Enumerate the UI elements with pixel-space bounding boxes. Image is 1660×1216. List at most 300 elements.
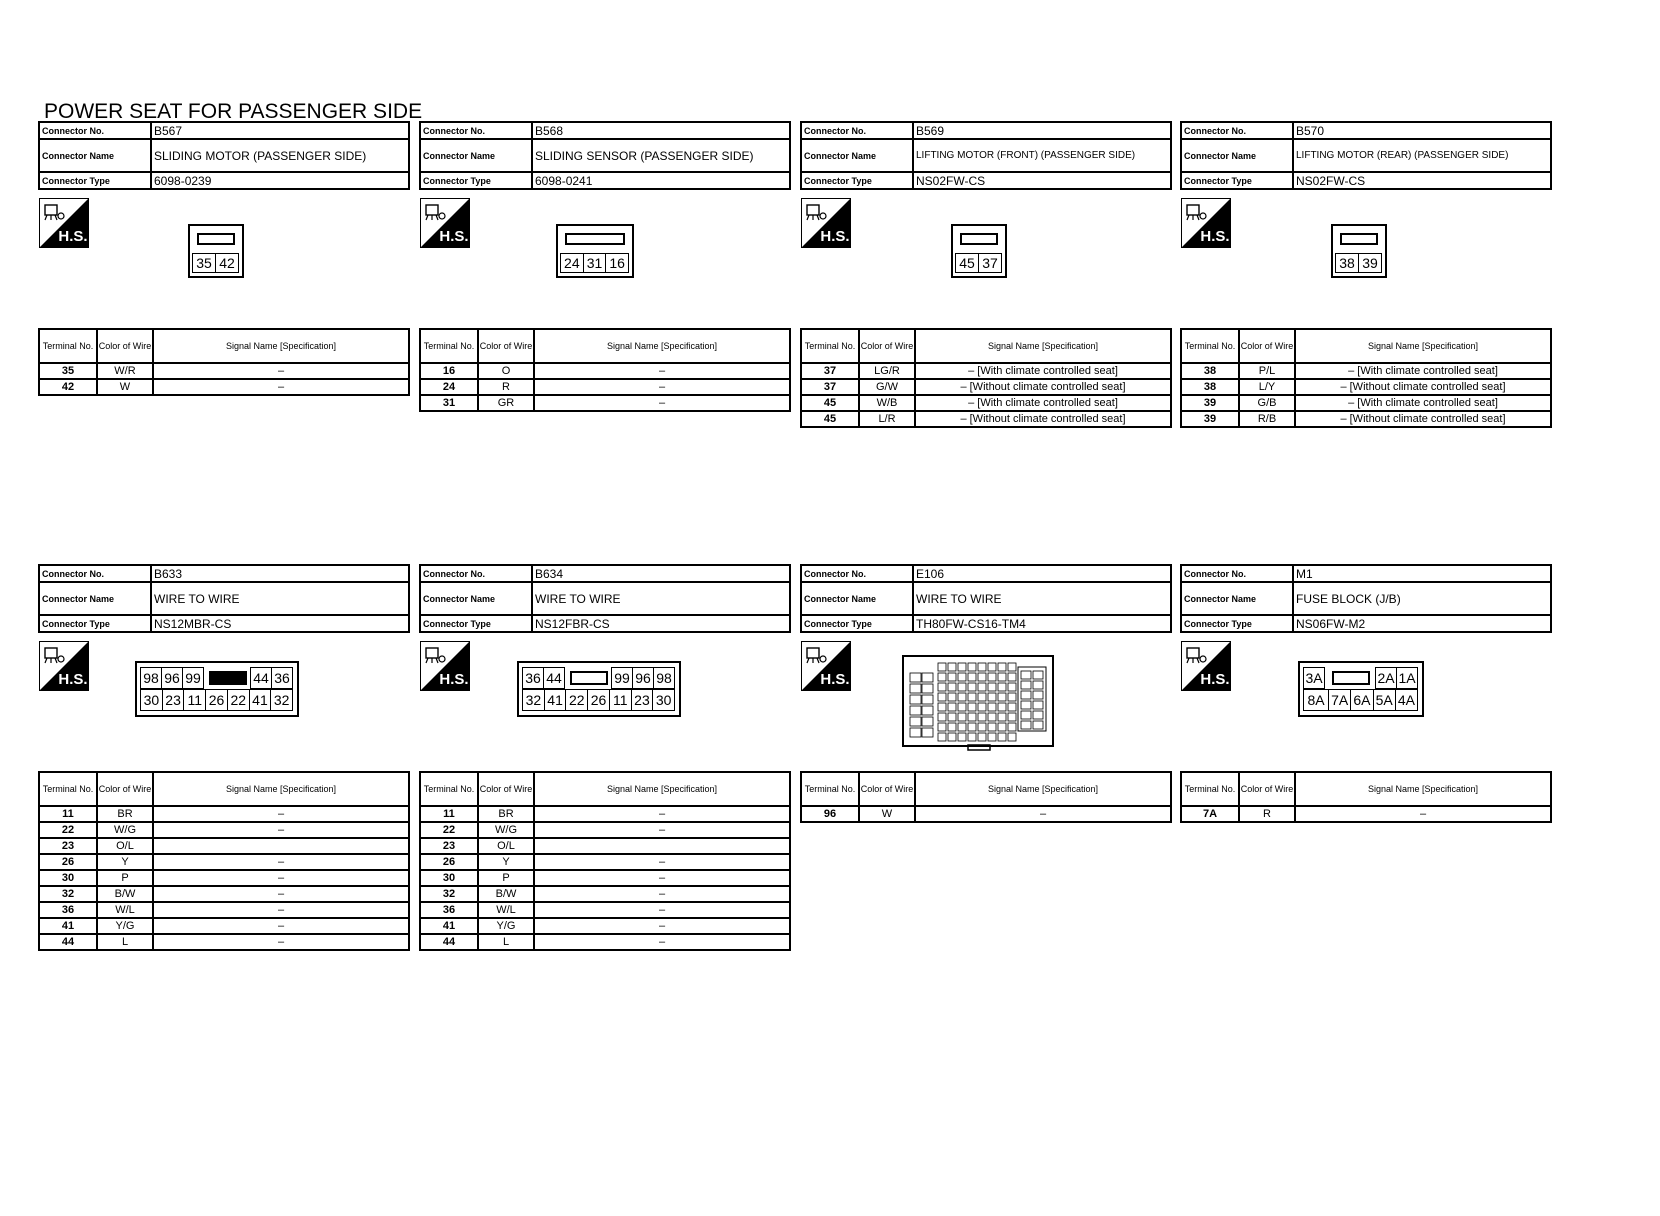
table-row xyxy=(420,870,790,886)
connector-diagram xyxy=(800,190,1172,328)
connector-face xyxy=(135,661,299,717)
wire-color: R xyxy=(478,379,534,395)
signal-name: – xyxy=(534,870,790,886)
signal-name: – xyxy=(153,363,409,379)
pin-cell: 36 xyxy=(522,667,544,689)
connector-face xyxy=(556,224,634,278)
pin-cell: 99 xyxy=(611,667,633,689)
signal-name: – xyxy=(153,822,409,838)
pin-cell: 22 xyxy=(227,689,250,711)
signal-name: – xyxy=(153,854,409,870)
harness-side-icon xyxy=(39,198,89,248)
connector-number-label: Connector No. xyxy=(801,565,913,582)
pin-cell: 2A xyxy=(1375,667,1397,689)
connector-block-m1 xyxy=(1180,564,1552,823)
pin-cell: 96 xyxy=(161,667,183,689)
terminal-no: 35 xyxy=(39,363,97,379)
connector-latch xyxy=(1332,671,1370,685)
table-row xyxy=(39,854,409,870)
pin-cell: 44 xyxy=(250,667,272,689)
connector-name-label: Connector Name xyxy=(801,139,913,172)
connector-name: SLIDING MOTOR (PASSENGER SIDE) xyxy=(151,139,409,172)
connector-number: E106 xyxy=(913,565,1171,582)
connector-name-label: Connector Name xyxy=(39,139,151,172)
wire-color: L/Y xyxy=(1239,379,1295,395)
terminal-no: 37 xyxy=(801,363,859,379)
signal-name: – xyxy=(153,806,409,822)
table-row xyxy=(801,395,1171,411)
terminal-no-header: Terminal No. xyxy=(39,772,97,806)
connector-face xyxy=(517,661,681,717)
terminal-no-header: Terminal No. xyxy=(420,329,478,363)
wire-color: Y/G xyxy=(478,918,534,934)
connector-header xyxy=(38,564,410,633)
signal-name: – xyxy=(153,886,409,902)
pin-cell: 24 xyxy=(560,253,584,273)
wire-color: G/B xyxy=(1239,395,1295,411)
connector-number-label: Connector No. xyxy=(801,122,913,139)
pin-cell: 35 xyxy=(192,253,216,273)
connector-type: NS12FBR-CS xyxy=(532,615,790,632)
connector-latch xyxy=(570,671,608,685)
signal-name: – [Without climate controlled seat] xyxy=(1295,379,1551,395)
connector-number-label: Connector No. xyxy=(1181,122,1293,139)
connector-block-b634 xyxy=(419,564,791,951)
signal-name: – [Without climate controlled seat] xyxy=(915,411,1171,427)
wire-color: R xyxy=(1239,806,1295,822)
pin-cell: 98 xyxy=(140,667,162,689)
table-row xyxy=(1181,363,1551,379)
connector-block-b568 xyxy=(419,121,791,412)
signal-name: – xyxy=(534,822,790,838)
connector-type: NS02FW-CS xyxy=(1293,172,1551,189)
table-row xyxy=(420,838,790,854)
terminal-no: 38 xyxy=(1181,379,1239,395)
terminal-no-header: Terminal No. xyxy=(39,329,97,363)
color-of-wire-header: Color of Wire xyxy=(478,772,534,806)
connector-type-label: Connector Type xyxy=(1181,615,1293,632)
terminal-no: 22 xyxy=(39,822,97,838)
table-row xyxy=(39,838,409,854)
table-row xyxy=(801,363,1171,379)
pin-cell: 32 xyxy=(270,689,293,711)
wire-color: Y xyxy=(478,854,534,870)
connector-type: 6098-0239 xyxy=(151,172,409,189)
pin-cell: 16 xyxy=(605,253,629,273)
hs-label: H.S. xyxy=(820,228,850,245)
connector-type-label: Connector Type xyxy=(420,172,532,189)
connector-number: B633 xyxy=(151,565,409,582)
connector-latch xyxy=(197,233,235,245)
connector-type-label: Connector Type xyxy=(39,172,151,189)
pin-cell: 45 xyxy=(955,253,979,273)
pin-cell: 7A xyxy=(1328,689,1351,711)
color-of-wire-header: Color of Wire xyxy=(478,329,534,363)
terminal-no: 30 xyxy=(420,870,478,886)
connector-type-label: Connector Type xyxy=(1181,172,1293,189)
color-of-wire-header: Color of Wire xyxy=(859,772,915,806)
hs-label: H.S. xyxy=(820,671,850,688)
terminal-no: 96 xyxy=(801,806,859,822)
table-row xyxy=(420,934,790,950)
table-row xyxy=(420,902,790,918)
hs-label: H.S. xyxy=(439,228,469,245)
pin-cell: 6A xyxy=(1350,689,1373,711)
table-row xyxy=(39,806,409,822)
signal-name: – xyxy=(534,886,790,902)
connector-diagram xyxy=(800,633,1172,771)
table-row xyxy=(1181,379,1551,395)
terminal-table xyxy=(38,328,410,396)
terminal-no-header: Terminal No. xyxy=(801,329,859,363)
pin-cell: 1A xyxy=(1396,667,1418,689)
connector-block-b567 xyxy=(38,121,410,396)
pin-cell: 36 xyxy=(271,667,293,689)
pin-cell: 4A xyxy=(1395,689,1418,711)
signal-name: – xyxy=(153,379,409,395)
signal-name: – [With climate controlled seat] xyxy=(915,395,1171,411)
connector-block-b569 xyxy=(800,121,1172,428)
pin-cell: 37 xyxy=(978,253,1002,273)
connector-type-label: Connector Type xyxy=(420,615,532,632)
signal-name-header: Signal Name [Specification] xyxy=(153,329,409,363)
signal-name: – [With climate controlled seat] xyxy=(915,363,1171,379)
wire-color: B/W xyxy=(478,886,534,902)
color-of-wire-header: Color of Wire xyxy=(1239,772,1295,806)
table-row xyxy=(39,918,409,934)
terminal-no: 23 xyxy=(420,838,478,854)
connector-name-label: Connector Name xyxy=(39,582,151,615)
terminal-no: 37 xyxy=(801,379,859,395)
terminal-no: 42 xyxy=(39,379,97,395)
wire-color: G/W xyxy=(859,379,915,395)
terminal-table xyxy=(800,328,1172,428)
signal-name-header: Signal Name [Specification] xyxy=(1295,772,1551,806)
table-row xyxy=(39,379,409,395)
connector-diagram xyxy=(419,190,791,328)
harness-side-icon xyxy=(801,641,851,691)
connector-latch xyxy=(1340,233,1378,245)
connector-diagram xyxy=(38,633,410,771)
terminal-no-header: Terminal No. xyxy=(420,772,478,806)
wire-color: L xyxy=(97,934,153,950)
connector-number-label: Connector No. xyxy=(420,122,532,139)
connector-name-label: Connector Name xyxy=(420,582,532,615)
pin-cell: 38 xyxy=(1335,253,1359,273)
pin-cell: 30 xyxy=(140,689,163,711)
terminal-no: 32 xyxy=(39,886,97,902)
pin-cell: 22 xyxy=(565,689,588,711)
connector-number-label: Connector No. xyxy=(1181,565,1293,582)
connector-diagram xyxy=(38,190,410,328)
connector-name: FUSE BLOCK (J/B) xyxy=(1293,582,1551,615)
signal-name xyxy=(153,838,409,854)
page-title: POWER SEAT FOR PASSENGER SIDE xyxy=(44,100,423,123)
terminal-table xyxy=(1180,771,1552,823)
wire-color: W/R xyxy=(97,363,153,379)
connector-type: NS06FW-M2 xyxy=(1293,615,1551,632)
connector-header xyxy=(38,121,410,190)
connector-type: 6098-0241 xyxy=(532,172,790,189)
connector-type: NS02FW-CS xyxy=(913,172,1171,189)
table-row xyxy=(801,379,1171,395)
connector-type-label: Connector Type xyxy=(801,172,913,189)
signal-name-header: Signal Name [Specification] xyxy=(1295,329,1551,363)
table-row xyxy=(420,363,790,379)
table-row xyxy=(39,934,409,950)
signal-name: – [Without climate controlled seat] xyxy=(915,379,1171,395)
wire-color: LG/R xyxy=(859,363,915,379)
terminal-no: 11 xyxy=(420,806,478,822)
connector-name: SLIDING SENSOR (PASSENGER SIDE) xyxy=(532,139,790,172)
wire-color: P/L xyxy=(1239,363,1295,379)
signal-name-header: Signal Name [Specification] xyxy=(534,329,790,363)
table-row xyxy=(420,395,790,411)
pin-cell: 96 xyxy=(632,667,654,689)
wire-color: R/B xyxy=(1239,411,1295,427)
connector-number: M1 xyxy=(1293,565,1551,582)
signal-name: – [With climate controlled seat] xyxy=(1295,363,1551,379)
connector-number: B569 xyxy=(913,122,1171,139)
wire-color: P xyxy=(478,870,534,886)
connector-number-label: Connector No. xyxy=(420,565,532,582)
table-row xyxy=(39,870,409,886)
terminal-table xyxy=(38,771,410,951)
pin-cell: 5A xyxy=(1373,689,1396,711)
terminal-no: 11 xyxy=(39,806,97,822)
connector-type-label: Connector Type xyxy=(801,615,913,632)
terminal-no: 39 xyxy=(1181,411,1239,427)
terminal-no: 24 xyxy=(420,379,478,395)
wire-color: L xyxy=(478,934,534,950)
table-row xyxy=(1181,806,1551,822)
pin-cell: 26 xyxy=(205,689,228,711)
connector-diagram xyxy=(1180,190,1552,328)
wire-color: W/L xyxy=(478,902,534,918)
connector-latch xyxy=(960,233,998,245)
connector-type: TH80FW-CS16-TM4 xyxy=(913,615,1171,632)
table-row xyxy=(420,854,790,870)
connector-name: WIRE TO WIRE xyxy=(532,582,790,615)
connector-face xyxy=(188,224,244,278)
table-row xyxy=(420,918,790,934)
terminal-no: 31 xyxy=(420,395,478,411)
signal-name: – [Without climate controlled seat] xyxy=(1295,411,1551,427)
signal-name: – xyxy=(534,379,790,395)
connector-name: WIRE TO WIRE xyxy=(913,582,1171,615)
table-row xyxy=(1181,411,1551,427)
connector-name-label: Connector Name xyxy=(1181,582,1293,615)
harness-side-icon xyxy=(420,198,470,248)
color-of-wire-header: Color of Wire xyxy=(97,329,153,363)
terminal-no: 26 xyxy=(39,854,97,870)
wire-color: O/L xyxy=(97,838,153,854)
harness-side-icon xyxy=(39,641,89,691)
signal-name-header: Signal Name [Specification] xyxy=(153,772,409,806)
signal-name: – xyxy=(915,806,1171,822)
table-row xyxy=(39,886,409,902)
hs-label: H.S. xyxy=(58,671,88,688)
connector-latch xyxy=(565,233,625,245)
pin-cell: 99 xyxy=(182,667,204,689)
pin-cell: 8A xyxy=(1303,689,1329,711)
table-row xyxy=(39,822,409,838)
pin-cell: 98 xyxy=(653,667,675,689)
connector-name: LIFTING MOTOR (REAR) (PASSENGER SIDE) xyxy=(1293,139,1551,172)
terminal-no: 16 xyxy=(420,363,478,379)
terminal-no-header: Terminal No. xyxy=(1181,772,1239,806)
terminal-no: 36 xyxy=(39,902,97,918)
pin-cell: 23 xyxy=(162,689,185,711)
wire-color: W xyxy=(97,379,153,395)
table-row xyxy=(1181,395,1551,411)
connector-face xyxy=(1298,661,1424,717)
signal-name: – xyxy=(534,806,790,822)
signal-name: – xyxy=(534,934,790,950)
terminal-table xyxy=(419,771,791,951)
wire-color: W/G xyxy=(478,822,534,838)
pin-cell: 23 xyxy=(631,689,654,711)
wire-color: W/B xyxy=(859,395,915,411)
connector-number-label: Connector No. xyxy=(39,122,151,139)
pin-cell: 31 xyxy=(583,253,607,273)
table-row xyxy=(801,806,1171,822)
terminal-no: 30 xyxy=(39,870,97,886)
terminal-no: 39 xyxy=(1181,395,1239,411)
pin-cell: 41 xyxy=(544,689,567,711)
table-row xyxy=(420,379,790,395)
connector-number-label: Connector No. xyxy=(39,565,151,582)
signal-name: – xyxy=(153,918,409,934)
signal-name: – xyxy=(534,854,790,870)
connector-face xyxy=(1331,224,1387,278)
harness-side-icon xyxy=(1181,641,1231,691)
wire-color: P xyxy=(97,870,153,886)
terminal-no: 45 xyxy=(801,411,859,427)
pin-cell: 42 xyxy=(215,253,239,273)
signal-name-header: Signal Name [Specification] xyxy=(534,772,790,806)
pin-cell: 41 xyxy=(249,689,272,711)
wire-color: B/W xyxy=(97,886,153,902)
terminal-no: 44 xyxy=(39,934,97,950)
terminal-no: 32 xyxy=(420,886,478,902)
terminal-no: 41 xyxy=(39,918,97,934)
connector-number: B568 xyxy=(532,122,790,139)
connector-block-e106 xyxy=(800,564,1172,823)
harness-side-icon xyxy=(801,198,851,248)
signal-name xyxy=(534,838,790,854)
terminal-no: 44 xyxy=(420,934,478,950)
terminal-table xyxy=(419,328,791,412)
wire-color: BR xyxy=(97,806,153,822)
connector-type: NS12MBR-CS xyxy=(151,615,409,632)
terminal-no-header: Terminal No. xyxy=(1181,329,1239,363)
color-of-wire-header: Color of Wire xyxy=(859,329,915,363)
connector-number: B570 xyxy=(1293,122,1551,139)
signal-name: – xyxy=(153,870,409,886)
hs-label: H.S. xyxy=(1200,228,1230,245)
connector-header xyxy=(1180,121,1552,190)
signal-name-header: Signal Name [Specification] xyxy=(915,329,1171,363)
signal-name-header: Signal Name [Specification] xyxy=(915,772,1171,806)
connector-name-label: Connector Name xyxy=(420,139,532,172)
table-row xyxy=(39,363,409,379)
table-row xyxy=(420,886,790,902)
terminal-no: 26 xyxy=(420,854,478,870)
pin-cell: 39 xyxy=(1358,253,1382,273)
pin-cell: 11 xyxy=(183,689,206,711)
signal-name: – xyxy=(534,395,790,411)
connector-header xyxy=(800,564,1172,633)
terminal-no: 38 xyxy=(1181,363,1239,379)
connector-header xyxy=(419,564,791,633)
connector-latch xyxy=(209,671,247,685)
connector-face xyxy=(951,224,1007,278)
signal-name: – xyxy=(534,902,790,918)
wire-color: W/L xyxy=(97,902,153,918)
connector-type-label: Connector Type xyxy=(39,615,151,632)
wire-color: W/G xyxy=(97,822,153,838)
pin-cell: 32 xyxy=(522,689,545,711)
pin-cell: 26 xyxy=(587,689,610,711)
connector-block-b570 xyxy=(1180,121,1552,428)
wire-color: Y/G xyxy=(97,918,153,934)
connector-name: LIFTING MOTOR (FRONT) (PASSENGER SIDE) xyxy=(913,139,1171,172)
connector-header xyxy=(1180,564,1552,633)
wire-color: GR xyxy=(478,395,534,411)
color-of-wire-header: Color of Wire xyxy=(1239,329,1295,363)
harness-side-icon xyxy=(420,641,470,691)
pin-cell: 44 xyxy=(543,667,565,689)
harness-side-icon xyxy=(1181,198,1231,248)
table-row xyxy=(420,822,790,838)
signal-name: – xyxy=(153,902,409,918)
pin-cell: 3A xyxy=(1303,667,1325,689)
connector-diagram xyxy=(1180,633,1552,771)
table-row xyxy=(39,902,409,918)
connector-name-label: Connector Name xyxy=(801,582,913,615)
connector-diagram xyxy=(419,633,791,771)
signal-name: – xyxy=(153,934,409,950)
table-row xyxy=(801,411,1171,427)
wire-color: W xyxy=(859,806,915,822)
pin-cell: 11 xyxy=(609,689,632,711)
connector-name-label: Connector Name xyxy=(1181,139,1293,172)
terminal-no-header: Terminal No. xyxy=(801,772,859,806)
wire-color: O xyxy=(478,363,534,379)
signal-name: – xyxy=(534,918,790,934)
pin-cell: 30 xyxy=(652,689,675,711)
terminal-table xyxy=(800,771,1172,823)
connector-block-b633 xyxy=(38,564,410,951)
connector-number: B634 xyxy=(532,565,790,582)
wire-color: BR xyxy=(478,806,534,822)
terminal-no: 22 xyxy=(420,822,478,838)
terminal-no: 23 xyxy=(39,838,97,854)
terminal-no: 45 xyxy=(801,395,859,411)
connector-face xyxy=(902,655,1054,751)
connector-header xyxy=(800,121,1172,190)
connector-number: B567 xyxy=(151,122,409,139)
hs-label: H.S. xyxy=(58,228,88,245)
wire-color: L/R xyxy=(859,411,915,427)
wire-color: O/L xyxy=(478,838,534,854)
signal-name: – xyxy=(534,363,790,379)
terminal-no: 41 xyxy=(420,918,478,934)
wire-color: Y xyxy=(97,854,153,870)
terminal-table xyxy=(1180,328,1552,428)
connector-header xyxy=(419,121,791,190)
